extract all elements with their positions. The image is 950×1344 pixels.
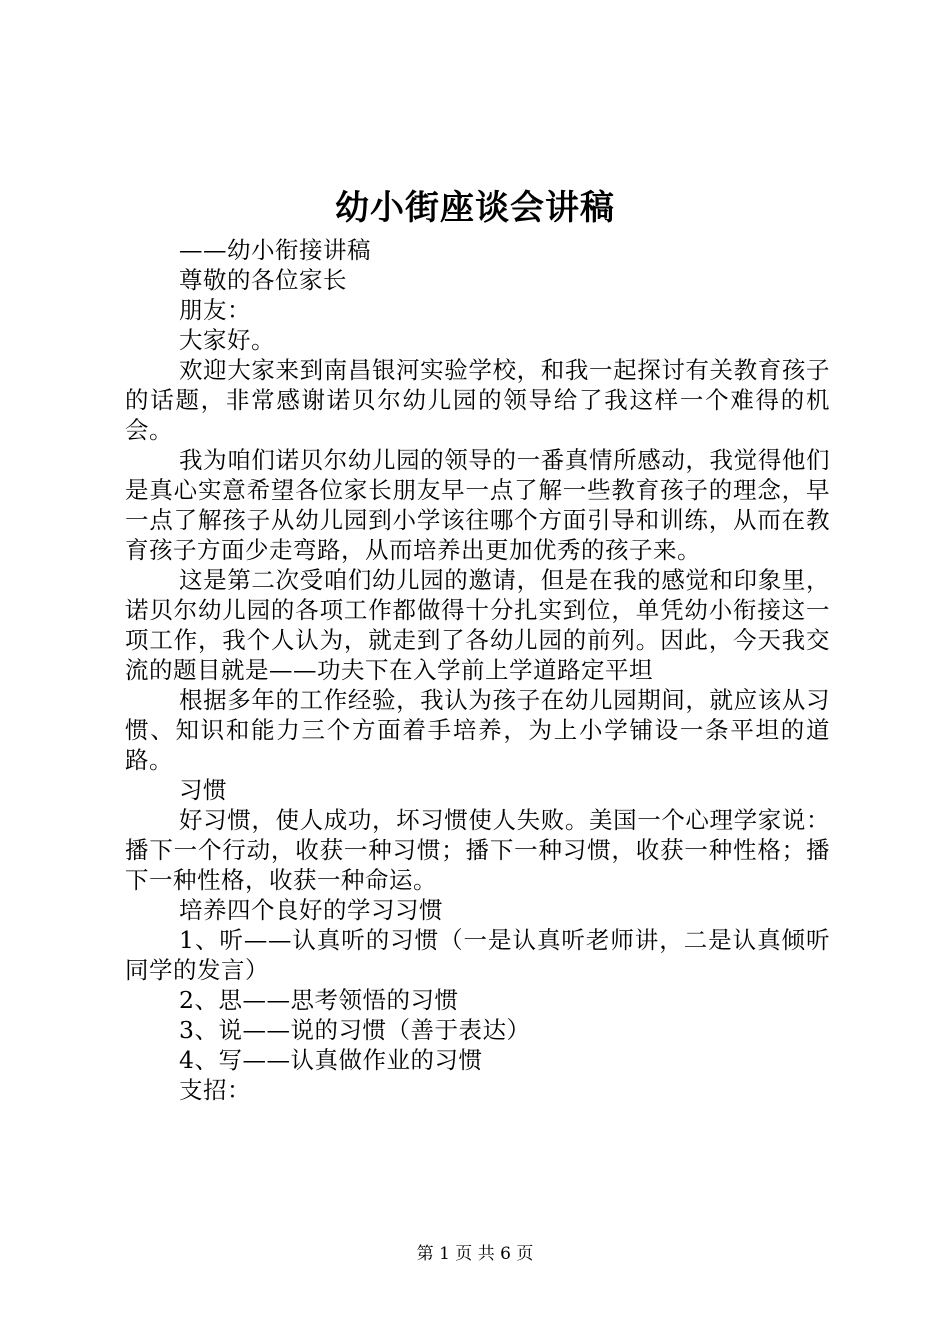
list-item: 2、思——思考领悟的习惯: [179, 986, 459, 1014]
page-number-footer: 第 1 页 共 6 页: [416, 1244, 534, 1264]
body-paragraph: 我为咱们诺贝尔幼儿园的领导的一番真情所感动，我觉得他们是真心实意希望各位家长朋友早一点了解一些教育孩子的理念，早一点了解孩子从幼儿园到小学该往哪个方面引导和训练，从而在教育孩子方面少走弯路，从而培养出更加优秀的孩子来。: [125, 446, 830, 564]
list-item: 4、写——认真做作业的习惯: [179, 1046, 483, 1074]
list-item: 1、听——认真听的习惯（一是认真听老师讲，二是认真倾听同学的发言）: [125, 926, 830, 984]
body-paragraph: 根据多年的工作经验，我认为孩子在幼儿园期间，就应该从习惯、知识和能力三个方面着手培养，为上小学铺设一条平坦的道路。: [125, 686, 830, 774]
section-heading: 培养四个良好的学习习惯: [179, 896, 444, 924]
list-item: 3、说——说的习惯（善于表达）: [179, 1016, 531, 1044]
salutation-line: 朋友：: [179, 296, 252, 324]
body-paragraph: 欢迎大家来到南昌银河实验学校，和我一起探讨有关教育孩子的话题，非常感谢诺贝尔幼儿园的领导给了我这样一个难得的机会。: [125, 356, 830, 444]
document-body: [125, 235, 830, 1105]
document-title: 幼小街座谈会讲稿: [335, 188, 615, 228]
body-paragraph: 支招：: [179, 1076, 252, 1104]
body-paragraph: 这是第二次受咱们幼儿园的邀请，但是在我的感觉和印象里，诺贝尔幼儿园的各项工作都做得十分扎实到位，单凭幼小衔接这一项工作，我个人认为，就走到了各幼儿园的前列。因此，今天我交流的题目就是——功夫下在入学前上学道路定平坦: [125, 566, 830, 684]
body-paragraph: 好习惯，使人成功，坏习惯使人失败。美国一个心理学家说：播下一个行动，收获一种习惯；播下一种习惯，收获一种性格；播下一种性格，收获一种命运。: [125, 806, 830, 894]
subtitle-line: ——幼小衔接讲稿: [179, 236, 372, 264]
section-heading: 习惯: [179, 776, 228, 804]
greeting-line: 大家好。: [179, 326, 276, 354]
salutation-line: 尊敬的各位家长: [179, 266, 348, 294]
